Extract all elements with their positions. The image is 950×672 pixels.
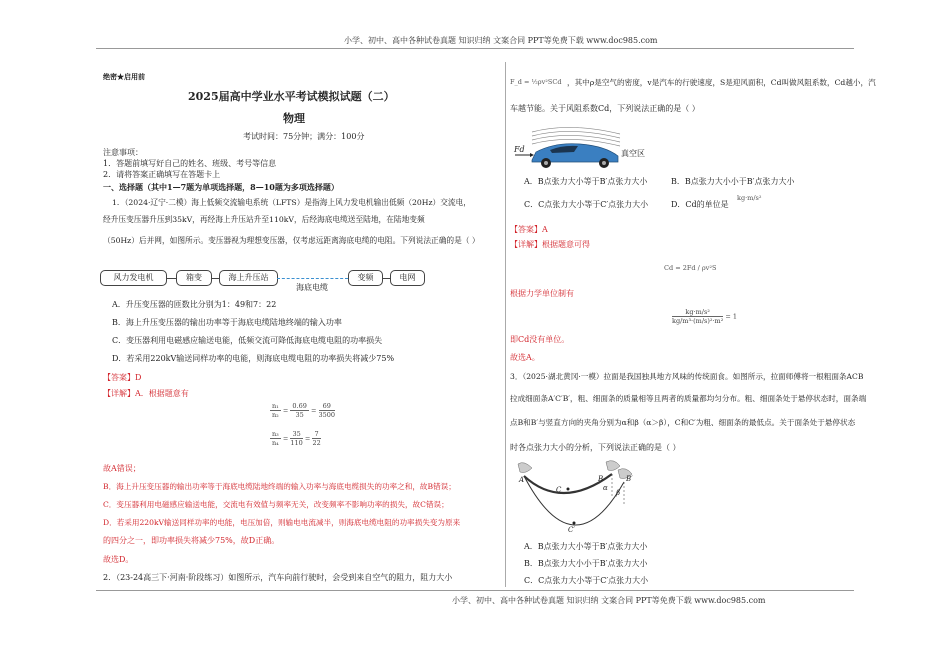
diagram-box-station: 海上升压站 <box>219 270 278 286</box>
exam-meta: 考试时间：75分钟；满分：100分 <box>243 132 365 141</box>
q2-line-2: ，其中ρ是空气的密度，v是汽车的行驶速度，S是迎风面积，Cd叫做风阻系数，Cd越小，汽 <box>567 78 876 87</box>
q1-line-1: 1．（2024·辽宁·二模）海上低频交流输电系统（LFTS）是指海上风力发电机输出低频（20Hz）交流电， <box>112 198 471 207</box>
q2-line-3: 车越节能。关于风阻系数Cd，下列说法正确的是（ ） <box>510 104 700 113</box>
page-header: 小学、初中、高中各种试卷真题 知识归纳 文案合同 PPT等免费下载 www.doc985.com <box>344 36 658 45</box>
q1-option-c: C．变压器利用电磁感应输送电能，低频交流可降低海底电缆电阻的功率损失 <box>112 336 383 345</box>
diagram-line <box>166 278 176 279</box>
q3-line-1: 3．（2025·湖北黄冈·一模）拉面是我国独具地方风味的传统面食。如图所示，拉面师傅将一根粗面条ACB <box>510 372 864 381</box>
q2-option-b: B．B点张力大小小于B′点张力大小 <box>671 177 795 186</box>
column-divider <box>505 62 506 587</box>
q3-line-4: 时各点张力大小的分析，下列说法正确的是（ ） <box>510 443 681 452</box>
subsea-cable-label: 海底电缆 <box>296 283 328 292</box>
footer-divider <box>96 590 854 591</box>
section-1: 一、选择题（其中1—7题为单项选择题，8—10题为多项选择题） <box>103 182 339 192</box>
page-footer: 小学、初中、高中各种试卷真题 知识归纳 文案合同 PPT等免费下载 www.doc985.com <box>452 596 766 605</box>
q2-line-1: 2．（23-24高三下·河南·阶段练习）如图所示，汽车向前行驶时，会受到来自空气的阻力，阻力大小 <box>103 573 453 582</box>
q3-line-2: 拉成细面条A′C′B′，粗、细面条的质量相等且两者的质量都均匀分布。粗、细面条处于悬停状态时，面条端 <box>510 394 867 403</box>
cd-formula: Cd = 2Fd / ρv²S <box>664 264 717 272</box>
q1-choose: 故选D。 <box>103 555 134 564</box>
q1-a-wrong: 故A错误； <box>103 464 141 473</box>
noodle-figure <box>512 456 642 538</box>
q2-option-c: C．C点张力大小等于C′点张力大小 <box>524 200 649 209</box>
q1-d-explain-1: D．若采用220kV输送同样功率的电能，电压加倍，则输电电流减半，则海底电缆电阻的功率损失变为原来 <box>103 518 461 527</box>
fig-label-c: C <box>556 486 562 494</box>
q1-detail: 【详解】A．根据题意有 <box>103 389 189 398</box>
diagram-line <box>382 278 390 279</box>
subject-title: 物理 <box>283 112 305 125</box>
q2-option-d-unit: kg·m/s² <box>737 194 762 202</box>
header-divider <box>96 48 854 49</box>
q1-option-a: A．升压变压器的匝数比分别为1：49和7：22 <box>112 300 277 309</box>
q2-option-a: A．B点张力大小等于B′点张力大小 <box>524 177 648 186</box>
q2-option-d: D．Cd的单位是 <box>671 200 729 209</box>
q3-option-c: C．C点张力大小等于C′点张力大小 <box>524 576 649 585</box>
subsea-cable-line <box>277 278 348 279</box>
fig-label-beta: β <box>616 489 621 497</box>
formula-2: $\frac{\text{n₃}}{\text{n₄}}$ = $\frac{35}{110}$ = $\frac{7}{22}$ <box>272 430 321 447</box>
diagram-box-converter: 变频 <box>348 270 383 286</box>
q1-option-d: D．若采用220kV输送同样功率的电能，则海底电缆电阻的功率损失将减少75% <box>112 354 395 363</box>
notes-title: 注意事项： <box>103 148 143 157</box>
q2-detail: 【详解】根据题意可得 <box>510 240 590 249</box>
fig-label-b: B <box>598 475 604 483</box>
q3-option-a: A．B点张力大小等于B′点张力大小 <box>524 542 648 551</box>
fig-label-a: A <box>519 476 525 484</box>
q2-answer: 【答案】A <box>510 225 548 234</box>
q3-option-b: B．B点张力大小小于B′点张力大小 <box>524 559 648 568</box>
diagram-box-grid: 电网 <box>390 270 425 286</box>
unit-formula: $\frac{\text{kg·m/s²}}{\text{kg/m³·(m/s)²·m²}}$ = 1 <box>672 308 738 325</box>
note-1: 1．答题前填写好自己的姓名、班级、考号等信息 <box>103 159 277 168</box>
diagram-box-transformer: 箱变 <box>176 270 212 286</box>
secret-label: 绝密★启用前 <box>103 72 145 81</box>
fig-label-b-prime: B′ <box>626 475 633 483</box>
q3-line-3: 点B和B′与竖直方向的夹角分别为α和β（α＞β），C和C′为粗、细面条的最低点。关于面条处于悬停状态 <box>510 418 856 427</box>
unit-intro: 根据力学单位制有 <box>510 289 574 298</box>
no-unit-conclusion: 即Cd没有单位。 <box>510 335 570 344</box>
q1-c-explain: C．变压器利用电磁感应输送电能，交流电有效值与频率无关，改变频率不影响功率的损失，故C错误； <box>103 500 449 509</box>
formula-1: $\frac{\text{n₁}}{\text{n₂}}$ = $\frac{0.69}{35}$ = $\frac{69}{3500}$ <box>272 402 336 419</box>
q1-line-3: （50Hz）后并网，如图所示。变压器视为理想变压器，仅考虑远距离海底电缆的电阻。下列说法正确的是（ ） <box>103 236 480 245</box>
q2-formula: F_d = ½ρv²SCd <box>510 78 562 86</box>
q2-choose: 故选A。 <box>510 353 540 362</box>
vacuum-label: 真空区 <box>621 149 645 158</box>
fd-label: Fd <box>514 145 525 154</box>
diagram-box-generator: 风力发电机 <box>100 270 167 286</box>
exam-title: 2025届高中学业水平考试模拟试题（二） <box>188 90 395 103</box>
fig-label-c-prime: C′ <box>568 526 575 534</box>
q1-option-b: B．海上升压变压器的输出功率等于海底电缆陆地终端的输入功率 <box>112 318 342 327</box>
q1-line-2: 经升压变压器升压到35kV，再经海上升压站升至110kV，后经海底电缆送至陆地，在陆地变频 <box>103 215 425 224</box>
car-airflow-figure <box>510 122 630 172</box>
q1-answer: 【答案】D <box>103 373 142 382</box>
q1-d-explain-2: 的四分之一，即功率损失将减少75%，故D正确。 <box>103 536 280 545</box>
diagram-line <box>211 278 219 279</box>
q1-b-explain: B．海上升压变压器的输出功率等于海底电缆陆地终端的输入功率与海底电缆损失的功率之和，故B错误； <box>103 482 456 491</box>
fig-label-alpha: α <box>603 484 608 492</box>
note-2: 2．请将答案正确填写在答题卡上 <box>103 170 221 179</box>
